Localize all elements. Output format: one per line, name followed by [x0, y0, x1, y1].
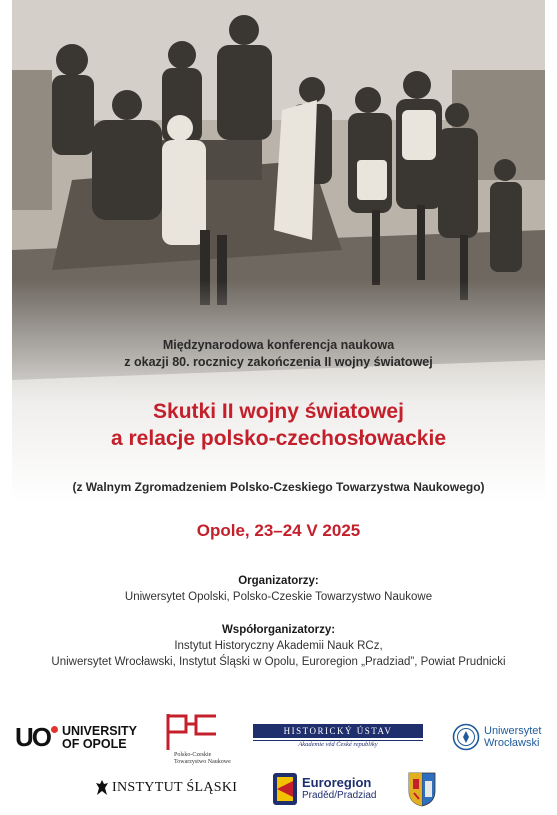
pctn-mark-icon [164, 712, 220, 752]
title-line-1: Skutki II wojny światowej [153, 400, 404, 423]
hu-line-1: HISTORICKÝ ÚSTAV [253, 724, 423, 738]
title-line-2: a relacje polsko-czechosłowackie [111, 427, 446, 450]
historicky-ustav-logo [253, 724, 423, 748]
hu-line-2: Akademie věd České republiky [253, 740, 423, 748]
uwr-line-2: Wrocławski [484, 737, 540, 749]
instytut-slaski-eagle-icon [95, 779, 109, 797]
assembly-note: (z Walnym Zgromadzeniem Polsko-Czeskiego Towarzystwa Naukowego) [72, 480, 485, 494]
prudnik-coat-of-arms-icon [407, 771, 437, 807]
coorganizers-line-2: Uniwersytet Wrocławski, Instytut Śląski w Opolu, Euroregion „Pradziad”, Powiat Prudnicki [51, 656, 506, 668]
euroregion-shield-icon [272, 772, 298, 806]
subtitle-line-1: Międzynarodowa konferencja naukowa [162, 338, 395, 352]
place-date: Opole, 23–24 V 2025 [196, 521, 361, 540]
organizers-text: Uniwersytet Opolski, Polsko-Czeskie Towarzystwo Naukowe [124, 591, 433, 603]
euroregion-pradziad-logo [272, 772, 377, 806]
euroregion-line-1: Euroregion [302, 775, 372, 790]
uniwersytet-wroclawski-logo [452, 723, 541, 751]
organizers-heading: Organizatorzy: [238, 575, 319, 587]
powiat-prudnicki-crest [407, 771, 437, 807]
pctn-line-1: Polsko-Czeskie [174, 752, 212, 758]
uo-mark: UO [15, 722, 50, 752]
pctn-line-2: Towarzystwo Naukowe [174, 759, 231, 765]
conference-title [0, 398, 557, 452]
uo-line-1: UNIVERSITY [62, 723, 138, 738]
euroregion-line-2: Praděd/Pradziad [302, 790, 377, 801]
organizers-section [0, 575, 557, 605]
conference-subtitle [0, 337, 557, 371]
coorganizers-line-1: Instytut Historyczny Akademii Nauk RCz, [174, 640, 383, 652]
polsko-czeskie-tn-logo [164, 712, 231, 766]
uwr-seal-icon [452, 723, 480, 751]
coorganizers-section [0, 624, 557, 670]
uo-line-2: OF OPOLE [62, 736, 127, 751]
historical-photo [12, 0, 545, 560]
coorganizers-heading: Współorganizatorzy: [221, 624, 336, 636]
uwr-line-1: Uniwersytet [484, 725, 542, 737]
instytut-slaski-logo [95, 779, 237, 797]
subtitle-line-2: z okazji 80. rocznicy zakończenia II wojny światowej [124, 355, 433, 369]
uo-red-dot [51, 726, 58, 733]
instytut-slaski-text: INSTYTUT ŚLĄSKI [112, 780, 238, 795]
university-of-opole-logo [15, 722, 137, 753]
